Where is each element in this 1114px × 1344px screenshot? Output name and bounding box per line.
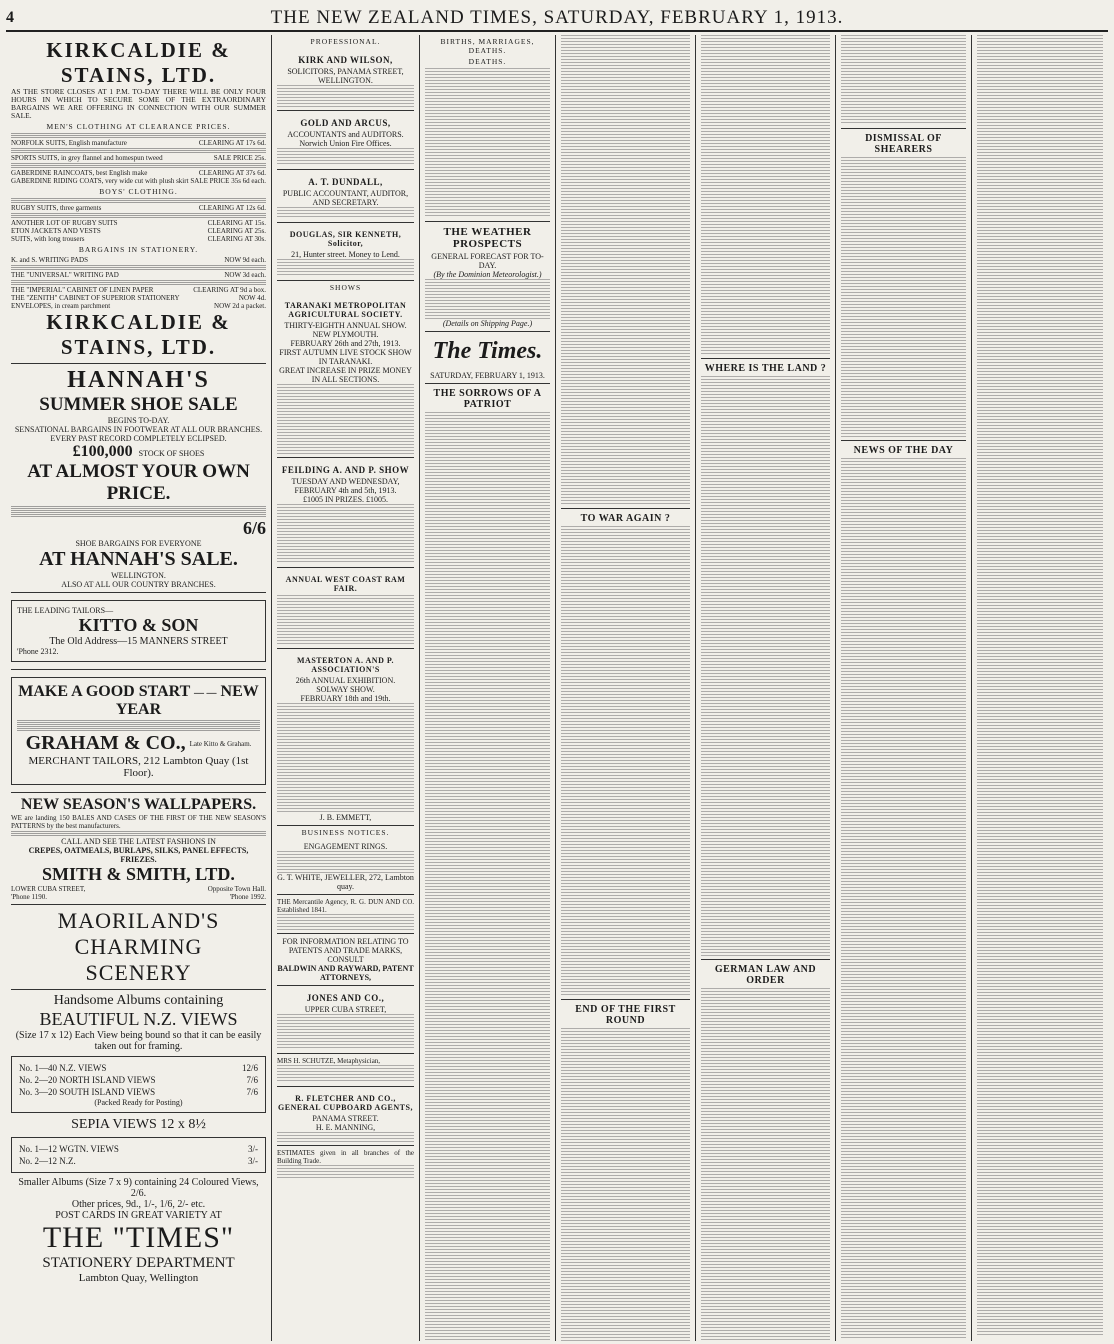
sepia-table: No. 1—12 WGTN. VIEWS 3/- No. 2—12 N.Z. 3/-	[19, 1144, 258, 1166]
column-ads-left	[6, 35, 272, 1341]
times-masthead: The Times.	[432, 338, 543, 364]
columns	[6, 35, 1108, 1341]
hannah-ad: HANNAH'S SUMMER SHOE SALE BEGINS TO-DAY. SENSATIONAL BARGAINS IN FOOTWEAR AT ALL OUR BRANCHES. EVERY PAST RECORD COMPLETELY ECLIPSED. £100,000 STOCK OF SHOES AT ALMOST YOUR OWN PRICE. 6/6 SHOE BARGAINS FOR EVERYONE AT HANNAH'S SALE. WELLINGTON. ALSO AT ALL OUR COUNTRY BRANCHES.	[11, 364, 266, 593]
mens-heading: MEN'S CLOTHING AT CLEARANCE PRICES.	[46, 122, 231, 131]
kitto-ad: THE LEADING TAILORS— KITTO & SON The Old Address—15 MANNERS STREET 'Phone 2312.	[11, 593, 266, 670]
sale-item: GABERDINE RAINCOATS, best English make CLEARING AT 37s 6d.	[11, 169, 266, 177]
column-four	[556, 35, 696, 1341]
kirkcaldie-ad	[11, 35, 266, 364]
graham-name: GRAHAM & CO.,	[25, 732, 186, 754]
kirkcaldie-footer: KIRKCALDIE & STAINS, LTD.	[46, 310, 231, 359]
hannah-price-line: AT ALMOST YOUR OWN PRICE.	[27, 461, 250, 504]
column-five	[696, 35, 836, 1341]
albums-table: No. 1—40 N.Z. VIEWS 12/6 No. 2—20 NORTH ISLAND VIEWS 7/6 No. 3—20 SOUTH ISLAND VIEWS 7/6	[19, 1063, 258, 1097]
page-number: 4	[6, 9, 14, 26]
newspaper-title: THE NEW ZEALAND TIMES, SATURDAY, FEBRUARY 1, 1913.	[270, 7, 844, 28]
sale-item: GABERDINE RIDING COATS, very wide cut with plush skirt SALE PRICE 35s 6d each.	[11, 177, 266, 185]
sale-item: ENVELOPES, in cream parchment NOW 2d a packet.	[11, 302, 266, 310]
hannah-name: HANNAH'S	[67, 367, 210, 393]
sale-item: SPORTS SUITS, in grey flannel and homespun tweed SALE PRICE 25s.	[11, 154, 266, 162]
hannah-sale: AT HANNAH'S SALE.	[39, 548, 238, 570]
hannah-amount: £100,000	[72, 443, 133, 460]
sale-item: NORFOLK SUITS, English manufacture CLEARING AT 17s 6d.	[11, 139, 266, 147]
column-six	[836, 35, 972, 1341]
sale-item: THE "IMPERIAL" CABINET OF LINEN PAPER CLEARING AT 9d a box.	[11, 286, 266, 294]
kitto-name: KITTO & SON	[78, 615, 199, 635]
sale-item: SUITS, with long trousers CLEARING AT 30s.	[11, 235, 266, 243]
column-notices: PROFESSIONAL. KIRK AND WILSON, SOLICITORS, PANAMA STREET, WELLINGTON. GOLD AND ARCUS, ACCOUNTANTS and AUDITORS. Norwich Union Fire Offices. A. T. DUNDALL, PUBLIC ACCOUNTANT, AUDITOR, AND SECRETARY. DOUGLAS, SIR KENNETH, Solicitor, 21, Hunter street. Money to Lend. SHOWS TARANAKI METROPOLITAN AGRICULTURAL SOCIETY. THIRTY-EIGHTH ANNUAL SHOW. NEW PLYMOUTH. FEBRUARY 26th and 27th, 1913. FIRST AUTUMN LIVE STOCK SHOW IN TARANAKI. GREAT INCREASE IN PRIZE MONEY IN ALL SECTIONS. FEILDING A. AND P. SHOW TUESDAY AND WEDNESDAY, FEBRUARY 4th and 5th, 1913. £1005 IN PRIZES. £1005. ANNUAL WEST COAST RAM FAIR. MASTERTON A. AND P. ASSOCIATION'S 26th ANNUAL EXHIBITION. SOLWAY SHOW. FEBRUARY 18th and 19th. J. B. EMMETT, BUSINESS NOTICES. ENGAGEMENT RINGS. G. T. WHITE, JEWELLER, 272, Lambton quay. THE Mercantile Agency, R. G. DUN AND CO. Established 1841. FOR INFORMATION RELATING TO PATENTS AND TRADE MARKS, CONSULT BALDWIN AND RAYWARD, PATENT ATTORNEYS, JONES AND CO., UPPER CUBA STREET, MRS H. SCHUTZE, Metaphysician, R. FLETCHER AND CO., GENERAL CUPBOARD AGENTS, PANAMA STREET. H. E. MANNING, ESTIMATES given in all branches of the Building Trade.	[272, 35, 420, 1341]
kirkcaldie-title: KIRKCALDIE & STAINS, LTD.	[46, 38, 231, 87]
round-heading: END OF THE FIRST ROUND	[575, 1004, 676, 1026]
graham-ad: MAKE A GOOD START — — NEW YEAR GRAHAM & CO., Late Kitto & Graham. MERCHANT TAILORS, 212 Lambton Quay (1st Floor).	[11, 670, 266, 793]
masthead	[6, 6, 1108, 32]
sale-item: ETON JACKETS AND VESTS CLEARING AT 25s.	[11, 227, 266, 235]
column-editorial: BIRTHS, MARRIAGES, DEATHS. DEATHS. THE WEATHER PROSPECTS GENERAL FORECAST FOR TO-DAY. (By the Dominion Meteorologist.) (Details on Shipping Page.) The Times. SATURDAY, FEBRUARY 1, 1913. THE SORROWS OF A PATRIOT	[420, 35, 556, 1341]
boys-heading: BOYS' CLOTHING.	[99, 187, 178, 196]
sale-item: ANOTHER LOT OF RUGBY SUITS CLEARING AT 15s.	[11, 219, 266, 227]
sale-item: K. and S. WRITING PADS NOW 9d each.	[11, 256, 266, 264]
german-heading: GERMAN LAW AND ORDER	[714, 964, 817, 986]
shearers-heading: DISMISSAL OF SHEARERS	[865, 133, 942, 155]
times-brand: THE "TIMES"	[42, 1221, 235, 1254]
sale-item: THE "UNIVERSAL" WRITING PAD NOW 3d each.	[11, 271, 266, 279]
weather-heading: THE WEATHER PROSPECTS	[443, 226, 532, 250]
sale-item: THE "ZENITH" CABINET OF SUPERIOR STATIONERY NOW 4d.	[11, 294, 266, 302]
smith-name: SMITH & SMITH, LTD.	[42, 864, 235, 884]
stationery-heading: BARGAINS IN STATIONERY.	[78, 245, 199, 254]
war-heading: TO WAR AGAIN ?	[580, 513, 671, 524]
wallpapers-ad: NEW SEASON'S WALLPAPERS. WE are landing 150 BALES AND CASES OF THE FIRST OF THE NEW SEASON'S PATTERNS by the best manufacturers. CALL AND SEE THE LATEST FASHIONS IN CREPES, OATMEALS, BURLAPS, SILKS, PANEL EFFECTS, FRIEZES. SMITH & SMITH, LTD. LOWER CUBA STREET, Opposite Town Hall. 'Phone 1190. 'Phone 1992.	[11, 793, 266, 905]
sale-item: RUGBY SUITS, three garments CLEARING AT 12s 6d.	[11, 204, 266, 212]
hannah-shoe-price: 6/6	[242, 518, 266, 538]
maoriland-ad: MAORILAND'S CHARMING SCENERY Handsome Albums containing BEAUTIFUL N.Z. VIEWS (Size 17 x 12) Each View being bound so that it can be easily taken out for framing. No. 1—40 N.Z. VIEWS 12/6 No. 2—20 NORTH ISLAND VIEWS 7/6 No. 3—20 SOUTH ISLAND VIEWS 7/6 (Packed Ready for Posting) SEPIA VIEWS 12 x 8½ No. 1—12 WGTN. VIEWS 3/- No. 2—12 N.Z. 3/- Smaller Albums (Size 7 x 9) containing 24 Coloured Views, 2/6. Other prices, 9d., 1/-, 1/6, 2/- etc. POST CARDS IN GREAT VARIETY AT THE "TIMES" STATIONERY DEPARTMENT Lambton Quay, Wellington	[11, 905, 266, 1287]
column-seven	[972, 35, 1108, 1341]
kirkcaldie-notice: AS THE STORE CLOSES AT 1 P.M. TO-DAY THERE WILL BE ONLY FOUR HOURS IN WHICH TO SECURE SOME OF THE EXTRAORDINARY BARGAINS WE ARE OFFERING IN CONNECTION WITH OUR SUMMER SALE.	[11, 87, 266, 120]
news-heading: NEWS OF THE DAY	[853, 445, 954, 456]
sorrows-heading: THE SORROWS OF A PATRIOT	[433, 388, 542, 410]
hannah-headline: SUMMER SHOE SALE	[39, 394, 238, 415]
land-heading: WHERE IS THE LAND ?	[704, 363, 827, 374]
